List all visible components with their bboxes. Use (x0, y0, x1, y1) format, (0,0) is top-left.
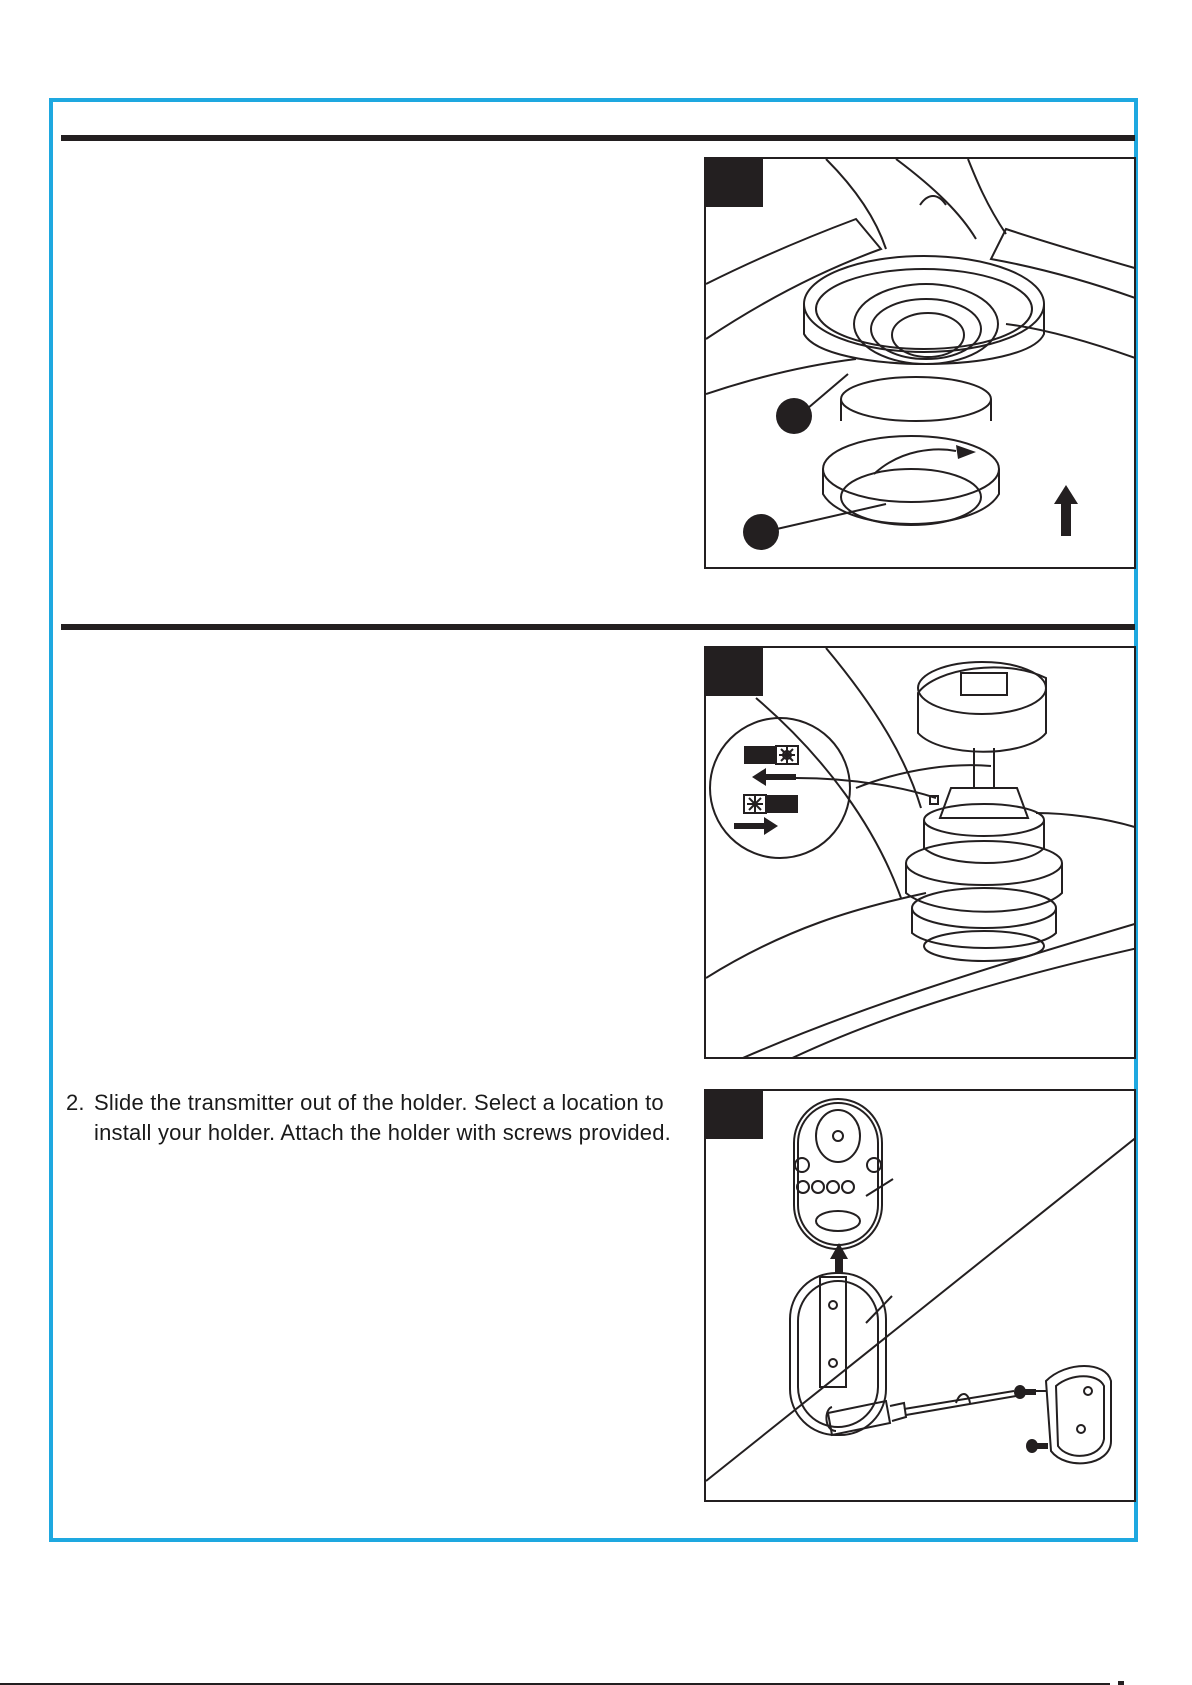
remote-holder-illustration (706, 1091, 1136, 1502)
screwdriver-icon (826, 1391, 1016, 1435)
snowflake-icon (747, 796, 763, 812)
page-number-fragment (1118, 1681, 1124, 1685)
summer-mode-icon (744, 746, 776, 764)
winter-mode-icon (766, 795, 798, 813)
section-rule-middle (61, 624, 1135, 630)
step-instruction: Slide the transmitter out of the holder. Select a location to install your holder. Attach the holder with screws provided. (94, 1090, 671, 1145)
figure-remote-holder-install (704, 1089, 1136, 1502)
light-kit-illustration (706, 159, 1136, 569)
dot-callout-icon (776, 398, 812, 434)
sun-icon (779, 747, 795, 763)
section-rule-top (61, 135, 1135, 141)
rotate-arrow-icon (956, 445, 976, 459)
up-arrow-icon (1054, 485, 1078, 536)
right-arrow-icon (734, 817, 778, 835)
dot-callout-icon (743, 514, 779, 550)
step-number: 2. (66, 1090, 85, 1115)
left-arrow-icon (752, 768, 796, 786)
step-2-text (66, 1088, 686, 1148)
fan-switch-illustration (706, 648, 1136, 1059)
remote-transmitter-icon (794, 1099, 882, 1249)
figure-fan-direction-switch (704, 646, 1136, 1059)
figure-light-kit-removal (704, 157, 1136, 569)
screw-icon (1014, 1385, 1036, 1399)
screw-icon (1026, 1439, 1048, 1453)
